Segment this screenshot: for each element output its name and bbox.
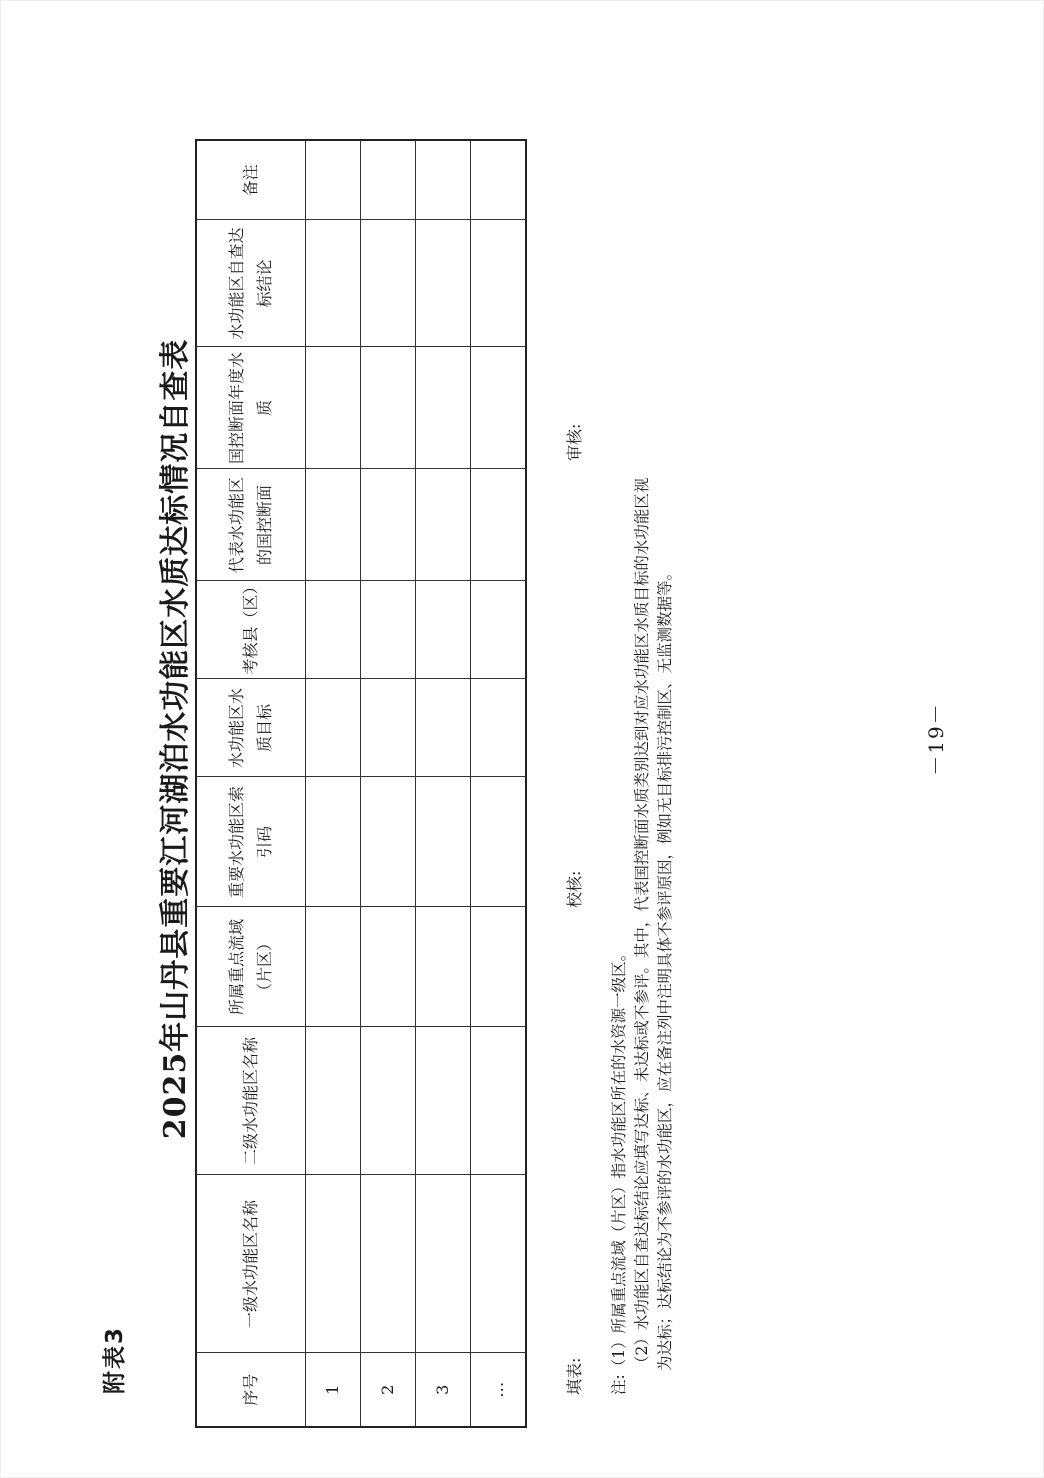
header-cell: 备注 — [196, 140, 306, 220]
header-cell: 水功能区自查达标结论 — [196, 220, 306, 347]
table-cell — [471, 220, 527, 347]
header-cell: 重要水功能区索引码 — [196, 777, 306, 907]
header-cell: 一级水功能区名称 — [196, 1175, 306, 1353]
table-cell — [416, 1175, 471, 1353]
table-cell — [306, 220, 361, 347]
table-cell — [306, 679, 361, 777]
page-title: 2025年山丹县重要江河湖泊水功能区水质达标情况自查表 — [158, 338, 193, 1140]
notes-prefix: 注: — [610, 1374, 628, 1395]
table-cell — [471, 907, 527, 1027]
note-item-1-text: （1）所属重点流域（片区）指水功能区所在的水资源一级区。 — [610, 945, 628, 1375]
table-cell — [306, 1175, 361, 1353]
table-cell — [471, 679, 527, 777]
table-cell — [416, 777, 471, 907]
table-cell — [361, 1027, 416, 1175]
note-item-2: （2）水功能区自查达标结论应填写达标、未达标或不参评。其中，代表国控断面水质类别达到对应水功能区水质目标的水功能区视 — [633, 477, 651, 1371]
header-cell: 考核县（区） — [196, 581, 306, 679]
header-cell: 所属重点流域（片区） — [196, 907, 306, 1027]
table-cell — [306, 140, 361, 220]
row-number-cell: … — [471, 1353, 527, 1427]
self-check-table — [195, 139, 527, 1428]
table-row — [361, 140, 416, 1427]
table-body — [196, 140, 526, 1427]
table-header-row — [196, 140, 306, 1427]
table-row — [471, 140, 527, 1427]
table-cell — [361, 679, 416, 777]
row-number-cell: 3 — [416, 1353, 471, 1427]
header-cell: 代表水功能区的国控断面 — [196, 469, 306, 581]
table-cell — [471, 1027, 527, 1175]
checked-by-label: 校核: — [565, 870, 584, 908]
table-cell — [416, 140, 471, 220]
table-cell — [361, 140, 416, 220]
note-item-2-continuation: 为达标；达标结论为不参评的水功能区，应在备注列中注明具体不参评原因，例如无目标排污控制区、无监测数据等。 — [656, 564, 674, 1371]
table-cell — [471, 1175, 527, 1353]
table-cell — [361, 581, 416, 679]
table-cell — [416, 1027, 471, 1175]
table-cell — [306, 777, 361, 907]
table-cell — [361, 347, 416, 469]
appendix-label: 附表3 — [102, 1325, 128, 1394]
signature-line — [562, 0, 592, 1478]
table-cell — [416, 679, 471, 777]
table-cell — [306, 1027, 361, 1175]
table-cell — [471, 581, 527, 679]
header-cell: 水功能区水质目标 — [196, 679, 306, 777]
note-item-1 — [608, 335, 631, 1395]
header-cell: 序号 — [196, 1353, 306, 1427]
table-row — [416, 140, 471, 1427]
header-cell: 国控断面年度水质 — [196, 347, 306, 469]
notes-block — [608, 335, 677, 1395]
header-cell: 二级水功能区名称 — [196, 1027, 306, 1175]
table-cell — [416, 347, 471, 469]
table-cell — [416, 581, 471, 679]
table-cell — [361, 220, 416, 347]
reviewed-by-label: 审核: — [565, 423, 584, 461]
table-cell — [416, 469, 471, 581]
table-cell — [306, 581, 361, 679]
table-cell — [361, 469, 416, 581]
page-number: －19－ — [924, 702, 948, 776]
table-cell — [416, 220, 471, 347]
row-number-cell: 1 — [306, 1353, 361, 1427]
table-cell — [471, 777, 527, 907]
table-cell — [306, 347, 361, 469]
table-row — [306, 140, 361, 1427]
filled-by-label: 填表: — [565, 1357, 584, 1395]
table-cell — [471, 469, 527, 581]
row-number-cell: 2 — [361, 1353, 416, 1427]
table-cell — [361, 777, 416, 907]
table-cell — [471, 347, 527, 469]
table-cell — [306, 907, 361, 1027]
table-cell — [471, 140, 527, 220]
table-cell — [361, 1175, 416, 1353]
table-cell — [361, 907, 416, 1027]
table-cell — [306, 469, 361, 581]
table-cell — [416, 907, 471, 1027]
